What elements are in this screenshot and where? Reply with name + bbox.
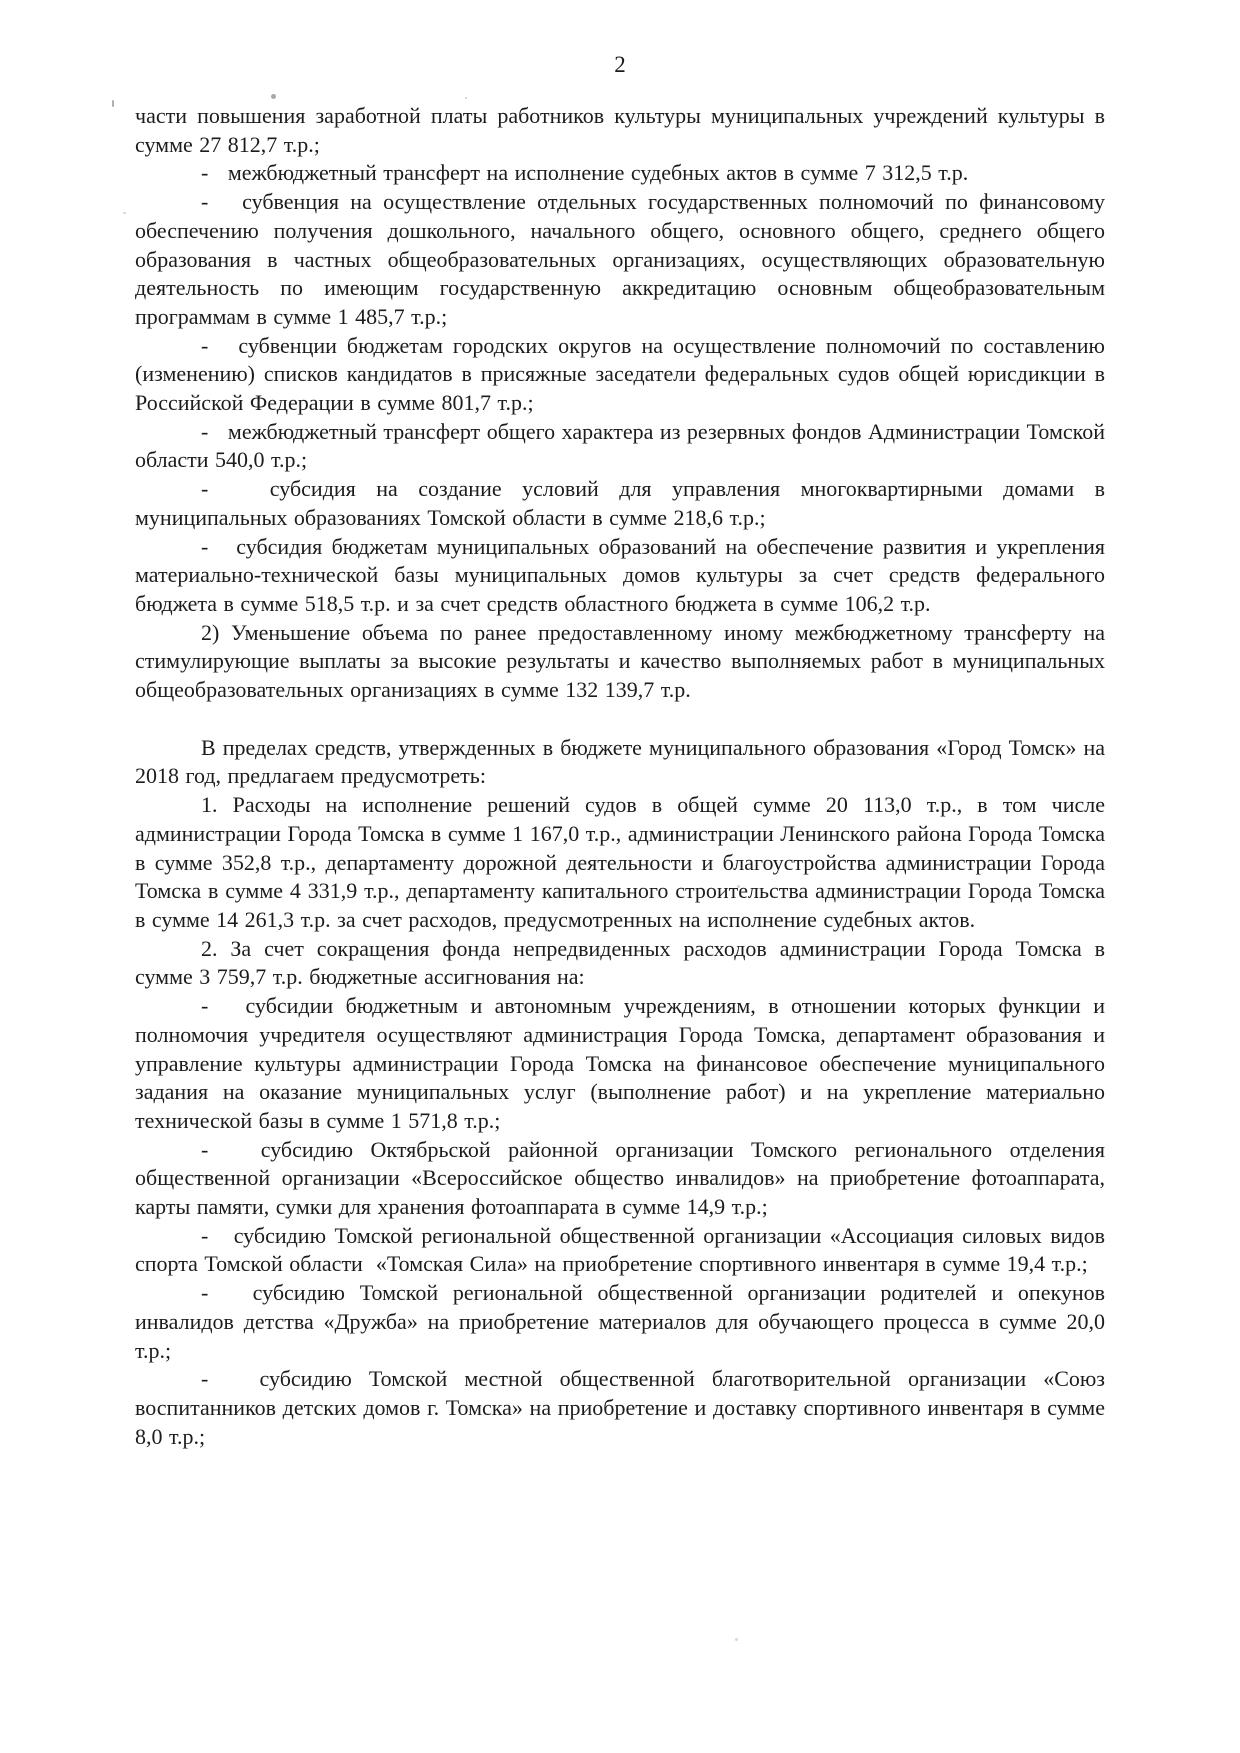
scan-speck [465,97,467,99]
paragraph-dash-item: - межбюджетный трансферт общего характера из резервных фондов Администрации Томской области 540,0 т.р.; [135,418,1105,473]
document-body [135,102,1105,1451]
paragraph-dash-item: - субсидию Томской местной общественной благотворительной организации «Союз воспитанников детских домов г. Томска» на приобретение и доставку спортивного инвентаря в сумме 8,0 т.р.; [135,1366,1105,1449]
paragraph-continuation: части повышения заработной платы работников культуры муниципальных учреждений культуры в сумме 27 812,7 т.р.; [135,103,1105,157]
paragraph-dash-item: - субсидию Октябрьской районной организации Томского регионального отделения общественной организации «Всероссийское общество инвалидов» на приобретение фотоаппарата, карты памяти, сумки для хранения фотоаппарата в сумме 14,9 т.р.; [135,1136,1105,1220]
scan-speck [735,1638,738,1641]
scan-speck [112,100,114,107]
paragraph-item-1: 1. Расходы на исполнение решений судов в общей сумме 20 113,0 т.р., в том числе администрации Города Томска в сумме 1 167,0 т.р., администрации Ленинского района Города Томска в сумме 352,8 т.р., департаменту дорожной деятельности и благоустройства администрации Города Томска в сумме 4 331,9 т.р., департаменту капитального строительства администрации Города Томска в сумме 14 261,3 т.р. за счет расходов, предусмотренных на исполнение судебных актов. [135,792,1105,932]
paragraph-numbered-2: 2) Уменьшение объема по ранее предоставленному иному межбюджетному трансферту на стимулирующие выплаты за высокие результаты и качество выполняемых работ в муниципальных общеобразовательных организациях в сумме 132 139,7 т.р. [135,619,1105,703]
paragraph-item-2: 2. За счет сокращения фонда непредвиденных расходов администрации Города Томска в сумме 3 759,7 т.р. бюджетные ассигнования на: [135,935,1105,990]
paragraph-dash-item: - субсидию Томской региональной общественной организации «Ассоциация силовых видов спорта Томской области «Томская Сила» на приобретение спортивного инвентаря в сумме 19,4 т.р.; [135,1222,1105,1277]
paragraph-dash-item: - межбюджетный трансферт на исполнение судебных актов в сумме 7 312,5 т.р. [201,160,969,186]
scan-speck [123,212,126,214]
paragraph-dash-item: - субвенция на осуществление отдельных государственных полномочий по финансовому обеспечению получения дошкольного, начального общего, основного общего, среднего общего образования в частных общеобразовательных организациях, осуществляющих образовательную деятельность по имеющим государственную аккредитацию основным общеобразовательным программам в сумме 1 485,7 т.р.; [135,189,1105,329]
scan-speck [737,885,740,888]
page-number: 2 [614,52,626,77]
paragraph-intro: В пределах средств, утвержденных в бюджете муниципального образования «Город Томск» на 2018 год, предлагаем предусмотреть: [135,734,1105,789]
paragraph-dash-item: - субсидию Томской региональной общественной организации родителей и опекунов инвалидов детства «Дружба» на приобретение материалов для обучающего процесса в сумме 20,0 т.р.; [135,1280,1105,1363]
paragraph-dash-item: - субсидия бюджетам муниципальных образований на обеспечение развития и укрепления материально-технической базы муниципальных домов культуры за счет средств федерального бюджета в сумме 518,5 т.р. и за счет средств областного бюджета в сумме 106,2 т.р. [135,533,1105,616]
paragraph-dash-item: - субсидии бюджетным и автономным учреждениям, в отношении которых функции и полномочия учредителя осуществляют администрация Города Томска, департамент образования и управление культуры администрации Города Томска на финансовое обеспечение муниципального задания на оказание муниципальных услуг (выполнение работ) и на укрепление материально технической базы в сумме 1 571,8 т.р.; [135,993,1105,1133]
paragraph-dash-item: - субвенции бюджетам городских округов на осуществление полномочий по составлению (изменению) списков кандидатов в присяжные заседатели федеральных судов общей юрисдикции в Российской Федерации в сумме 801,7 т.р.; [135,332,1105,416]
scan-speck [271,94,276,99]
paragraph-dash-item: - субсидия на создание условий для управления многоквартирными домами в муниципальных образованиях Томской области в сумме 218,6 т.р.; [135,476,1105,530]
